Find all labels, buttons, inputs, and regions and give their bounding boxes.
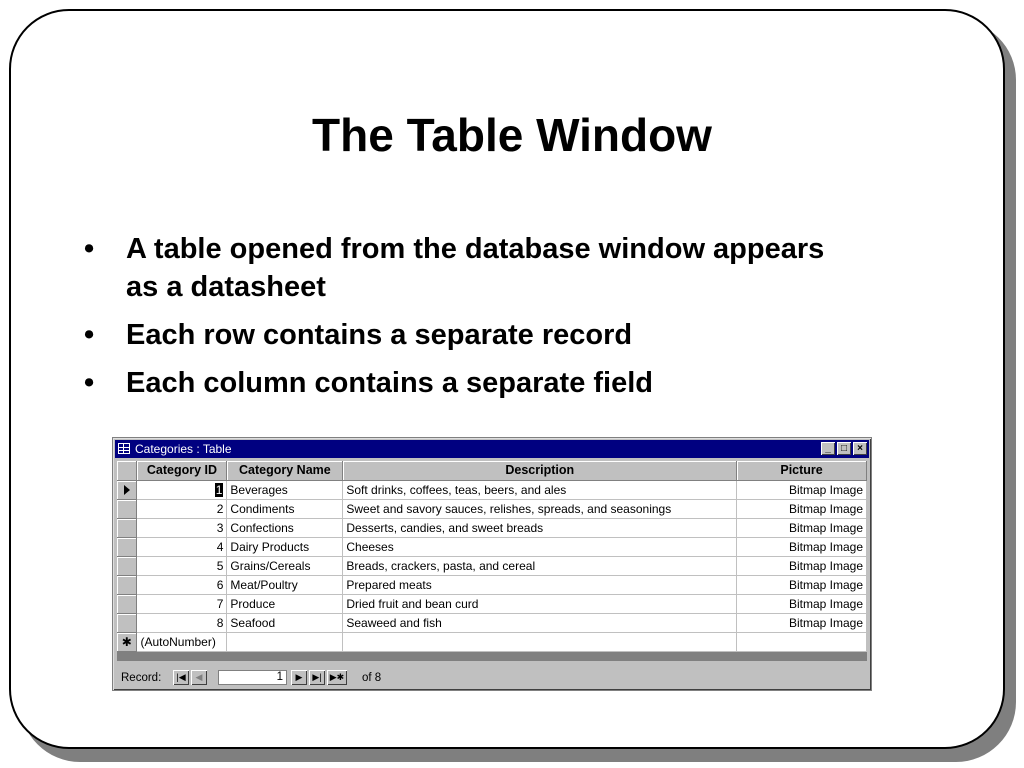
new-record-nav-icon[interactable]: ▶✱ — [327, 670, 347, 685]
bullet-dot: • — [84, 319, 95, 351]
record-selector[interactable] — [117, 480, 137, 499]
bullet-list — [82, 230, 842, 412]
cell-category-name[interactable]: Meat/Poultry — [227, 575, 343, 594]
table-row[interactable] — [117, 594, 867, 613]
column-header-category-name[interactable]: Category Name — [227, 461, 343, 480]
bullet-item — [82, 316, 842, 354]
cell-category-name[interactable]: Beverages — [227, 480, 343, 499]
cell-category-id[interactable]: 4 — [137, 537, 227, 556]
cell-picture[interactable]: Bitmap Image — [737, 518, 867, 537]
previous-record-icon[interactable]: ◀ — [191, 670, 207, 685]
cell-category-id[interactable]: 3 — [137, 518, 227, 537]
record-selector[interactable] — [117, 575, 137, 594]
first-record-icon[interactable]: |◀ — [173, 670, 189, 685]
cell-category-name[interactable]: Condiments — [227, 499, 343, 518]
cell-category-id[interactable]: 7 — [137, 594, 227, 613]
column-header-picture[interactable]: Picture — [737, 461, 867, 480]
cell-category-id[interactable]: 2 — [137, 499, 227, 518]
record-selector[interactable] — [117, 594, 137, 613]
table-row[interactable] — [117, 537, 867, 556]
table-row[interactable] — [117, 613, 867, 632]
record-number-input[interactable]: 1 — [218, 670, 287, 685]
column-header-category-id[interactable]: Category ID — [137, 461, 227, 480]
cell-description[interactable]: Sweet and savory sauces, relishes, spreads, and seasonings — [343, 499, 737, 518]
new-record-icon[interactable]: ✱ — [117, 632, 137, 651]
bullet-item — [82, 364, 842, 402]
cell-category-id[interactable]: 8 — [137, 613, 227, 632]
cell-description-new[interactable] — [343, 632, 737, 651]
active-cell-value: 1 — [215, 482, 223, 497]
header-row — [117, 461, 867, 480]
bullet-text: A table opened from the database window appears as a datasheet — [126, 233, 825, 303]
cell-picture[interactable]: Bitmap Image — [737, 499, 867, 518]
cell-description[interactable]: Seaweed and fish — [343, 613, 737, 632]
cell-picture[interactable]: Bitmap Image — [737, 594, 867, 613]
cell-category-id[interactable]: 5 — [137, 556, 227, 575]
column-header-description[interactable]: Description — [343, 461, 737, 480]
cell-category-name[interactable]: Seafood — [227, 613, 343, 632]
next-record-icon[interactable]: ▶ — [291, 670, 307, 685]
minimize-button[interactable]: _ — [821, 442, 835, 455]
cell-description[interactable]: Dried fruit and bean curd — [343, 594, 737, 613]
cell-picture[interactable]: Bitmap Image — [737, 556, 867, 575]
cell-picture[interactable]: Bitmap Image — [737, 480, 867, 499]
cell-description[interactable]: Desserts, candies, and sweet breads — [343, 518, 737, 537]
cell-picture[interactable]: Bitmap Image — [737, 613, 867, 632]
cell-category-name-new[interactable] — [227, 632, 343, 651]
new-record-row[interactable] — [117, 632, 867, 651]
datasheet-icon — [118, 443, 130, 454]
window-title: Categories : Table — [135, 442, 232, 456]
cell-description[interactable]: Soft drinks, coffees, teas, beers, and ales — [343, 480, 737, 499]
record-selector[interactable] — [117, 556, 137, 575]
cell-description[interactable]: Cheeses — [343, 537, 737, 556]
slide-title: The Table Window — [312, 109, 712, 161]
current-record-arrow-icon — [124, 485, 130, 495]
cell-category-id-new[interactable]: (AutoNumber) — [137, 632, 227, 651]
datasheet-grid — [117, 461, 867, 661]
cell-category-name[interactable]: Confections — [227, 518, 343, 537]
bullet-text: Each column contains a separate field — [126, 367, 653, 399]
table-row[interactable] — [117, 499, 867, 518]
table-row[interactable] — [117, 575, 867, 594]
bullet-text: Each row contains a separate record — [126, 319, 633, 351]
cell-category-name[interactable]: Grains/Cereals — [227, 556, 343, 575]
record-selector[interactable] — [117, 518, 137, 537]
last-record-icon[interactable]: ▶| — [309, 670, 325, 685]
table-row[interactable] — [117, 480, 867, 499]
record-selector[interactable] — [117, 537, 137, 556]
cell-category-name[interactable]: Dairy Products — [227, 537, 343, 556]
record-label: Record: — [121, 672, 162, 684]
cell-description[interactable]: Prepared meats — [343, 575, 737, 594]
record-selector[interactable] — [117, 613, 137, 632]
cell-picture-new[interactable] — [737, 632, 867, 651]
record-count: of 8 — [362, 672, 382, 684]
cell-picture[interactable]: Bitmap Image — [737, 575, 867, 594]
cell-category-id[interactable] — [137, 480, 227, 499]
cell-category-id[interactable]: 6 — [137, 575, 227, 594]
close-button[interactable]: × — [853, 442, 867, 455]
maximize-button[interactable]: □ — [837, 442, 851, 455]
bullet-dot: • — [84, 233, 95, 265]
table-row[interactable] — [117, 556, 867, 575]
record-selector[interactable] — [117, 499, 137, 518]
cell-picture[interactable]: Bitmap Image — [737, 537, 867, 556]
bullet-item — [82, 230, 842, 306]
table-row[interactable] — [117, 518, 867, 537]
window-titlebar[interactable] — [115, 440, 869, 458]
corner-selector[interactable] — [117, 461, 137, 480]
cell-description[interactable]: Breads, crackers, pasta, and cereal — [343, 556, 737, 575]
bullet-dot: • — [84, 367, 95, 399]
cell-category-name[interactable]: Produce — [227, 594, 343, 613]
datasheet-table — [117, 461, 867, 652]
record-navigation-bar — [117, 669, 867, 687]
table-window — [112, 437, 872, 691]
